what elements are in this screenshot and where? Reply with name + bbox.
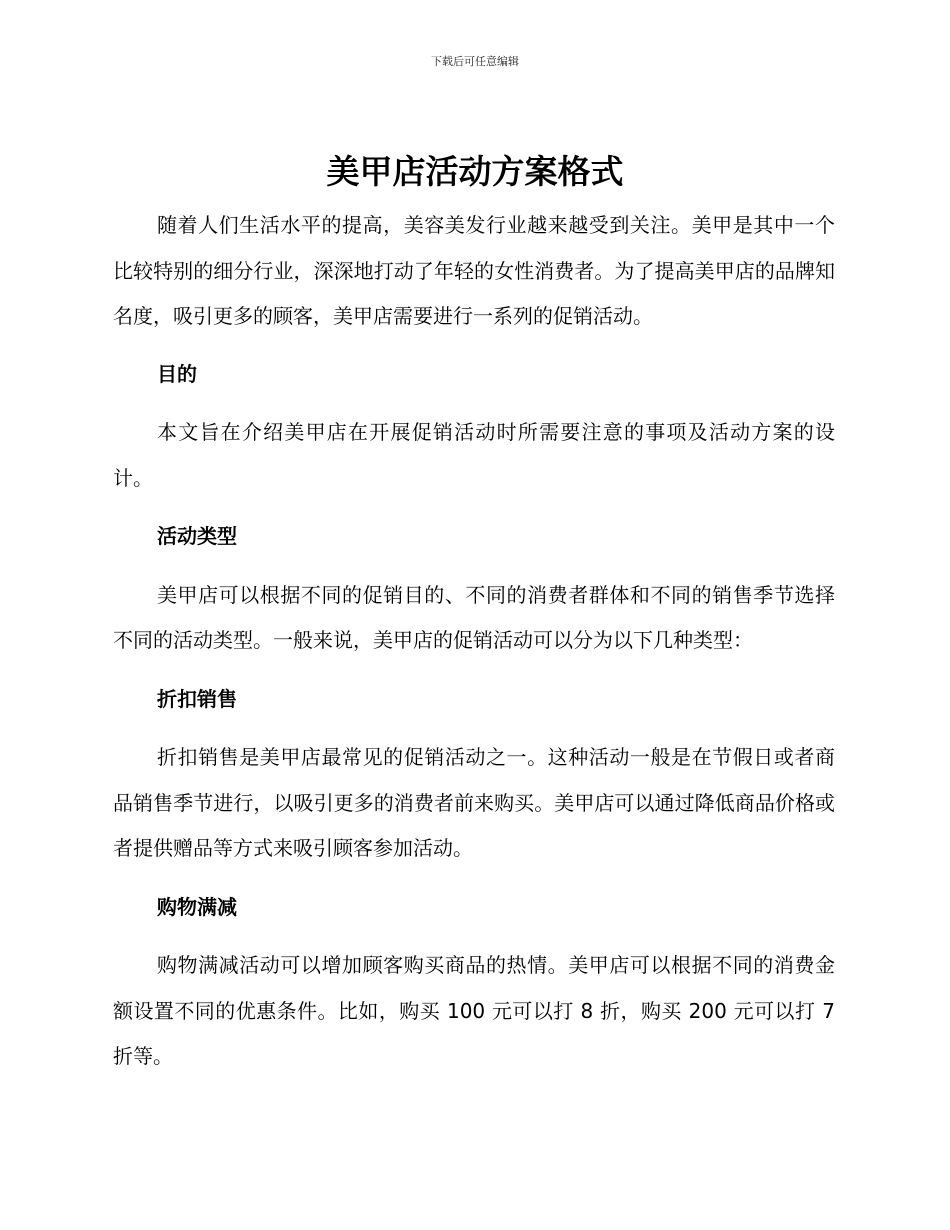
document-title: 美甲店活动方案格式 — [326, 152, 624, 191]
fullcut-paragraph: 购物满减活动可以增加顾客购买商品的热情。美甲店可以根据不同的消费金额设置不同的优惠条件。比如，购买 100 元可以打 8 折，购买 200 元可以打 7 折等。 — [113, 953, 835, 1068]
intro-paragraph: 随着人们生活水平的提高，美容美发行业越来越受到关注。美甲是其中一个比较特别的细分行业，深深地打动了年轻的女性消费者。为了提高美甲店的品牌知名度，吸引更多的顾客，美甲店需要进行一系列的促销活动。 — [113, 213, 835, 328]
discount-heading: 折扣销售 — [157, 686, 237, 711]
purpose-paragraph: 本文旨在介绍美甲店在开展促销活动时所需要注意的事项及活动方案的设计。 — [113, 420, 835, 490]
types-heading: 活动类型 — [157, 524, 237, 548]
header-note: 下载后可任意编辑 — [431, 55, 519, 68]
fullcut-heading: 购物满减 — [157, 894, 237, 919]
discount-paragraph: 折扣销售是美甲店最常见的促销活动之一。这种活动一般是在节假日或者商品销售季节进行，以吸引更多的消费者前来购买。美甲店可以通过降低商品价格或者提供赠品等方式来吸引顾客参加活动。 — [113, 745, 835, 860]
purpose-heading: 目的 — [157, 361, 197, 386]
types-paragraph: 美甲店可以根据不同的促销目的、不同的消费者群体和不同的销售季节选择不同的活动类型。一般来说，美甲店的促销活动可以分为以下几种类型： — [113, 582, 835, 652]
document-body — [113, 203, 835, 1080]
